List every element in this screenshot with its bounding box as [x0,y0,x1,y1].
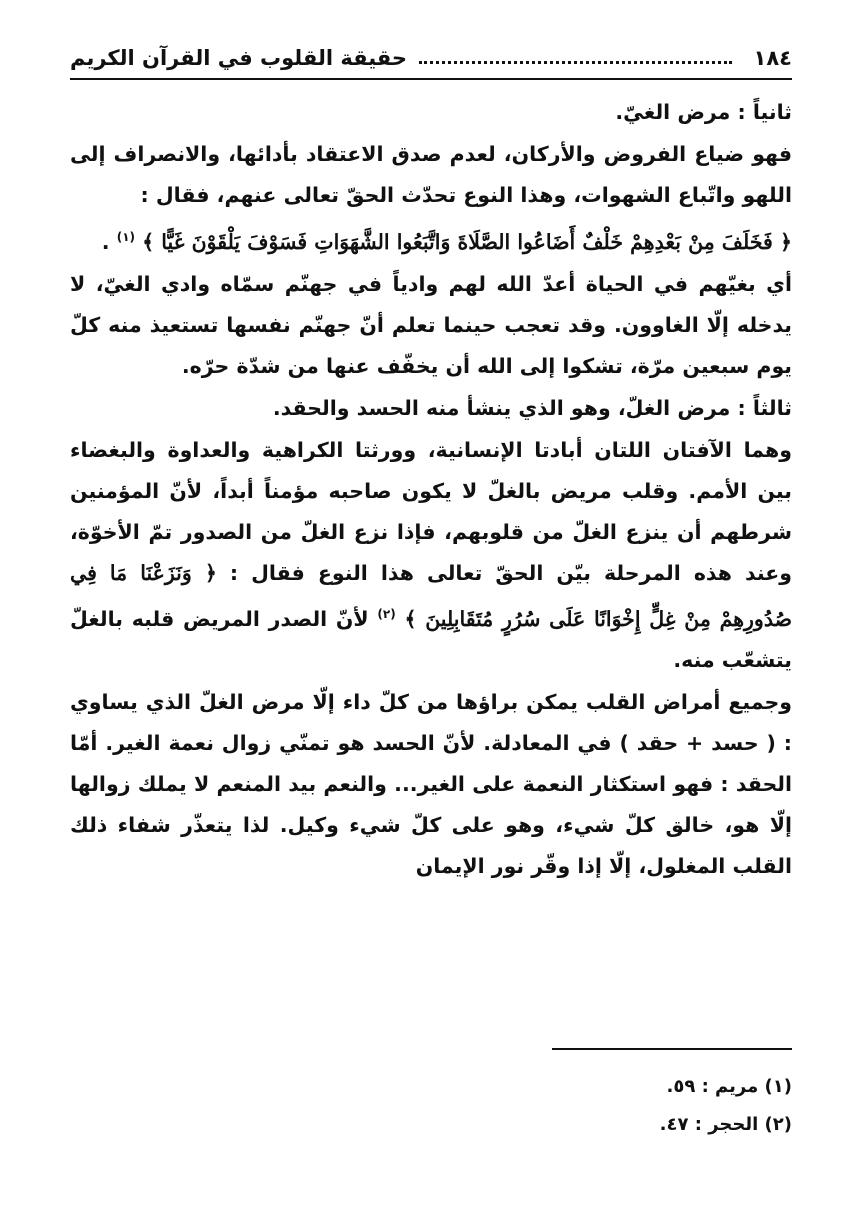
footnote-separator [552,1048,792,1050]
header-dot-leader [419,61,732,64]
footnote-marker-2: (٢) [377,606,396,621]
paragraph-3-end: . [101,229,110,254]
paragraph-6-end: لأنّ الصدر المريض قلبه بالغلّ يتشعّب منه. [70,606,792,672]
paragraph-4: أي بغيّهم في الحياة أعدّ الله لهم وادياً في جهنّم سمّاه وادي الغيّ، لا يدخله إلّا الغاوون. وقد تعجب حينما تعلم أنّ جهنّم نفسها تستعيذ منه كلّ يوم سبعين مرّة، تشكوا إلى الله أن يخفّف عنها من شدّة حرّه. [70,271,792,378]
footnote-marker-1: (١) [116,230,135,244]
footnotes [70,1068,792,1144]
page-header [70,38,792,80]
footnote-2: (٢) الحجر : ٤٧. [659,1114,792,1135]
paragraph-6 [70,430,792,681]
page-number: ١٨٤ [753,46,792,70]
quran-verse-2: ﴿ وَنَزَعْنَا مَا فِي صُدُورِهِمْ مِنْ غِلٍّ إِخْوَانًا عَلَى سُرُرٍ مُتَقَابِلِينَ ﴾ [70,560,792,631]
paragraph-1: ثانياً : مرض الغيّ. [615,100,792,124]
quran-verse-1: ﴿ فَخَلَفَ مِنْ بَعْدِهِمْ خَلْفٌ أَضَاعُوا الصَّلَاةَ وَاتَّبَعُوا الشَّهَوَاتِ فَسَوْفَ يَلْقَوْنَ غَيًّا ﴾ [142,229,792,254]
paragraph-5: ثالثاً : مرض الغلّ، وهو الذي ينشأ منه الحسد والحقد. [272,395,792,420]
footnote-1: (١) مريم : ٥٩. [666,1076,792,1097]
body-text [70,92,792,888]
paragraph-2: فهو ضياع الفروض والأركان، لعدم صدق الاعتقاد بأدائها، والانصراف إلى اللهو واتّباع الشهوات، وهذا النوع تحدّث الحقّ تعالى عنهم، فقال : [70,142,792,207]
paragraph-6-start: وهما الآفتان اللتان أبادتا الإنسانية، وورثتا الكراهية والعداوة والبغضاء بين الأمم. وقلب مريض بالغلّ لا يكون صاحبه مؤمناً أبداً، لأنّ المؤمنين شرطهم أن ينزع الغلّ من قلوبهم، فإذا نزع الغلّ من الصدور تمّ الأخوّة، وعند هذه المرحلة بيّن الحقّ تعالى هذا النوع فقال : [70,437,792,585]
paragraph-7: وجميع أمراض القلب يمكن براؤها من كلّ داء إلّا مرض الغلّ الذي يساوي : ( حسد + حقد ) في المعادلة. لأنّ الحسد هو تمنّي زوال نعمة الغير. أمّا الحقد : فهو استكثار النعمة على الغير... والنعم بيد المنعم لا يملك زوالها إلّا هو، خالق كلّ شيء، وهو على كلّ شيء وكيل. لذا يتعذّر شفاء ذلك القلب المغلول، إلّا إذا وقّر نور الإيمان [70,689,792,878]
paragraph-3 [70,217,792,263]
running-title: حقيقة القلوب في القرآن الكريم [70,46,408,70]
